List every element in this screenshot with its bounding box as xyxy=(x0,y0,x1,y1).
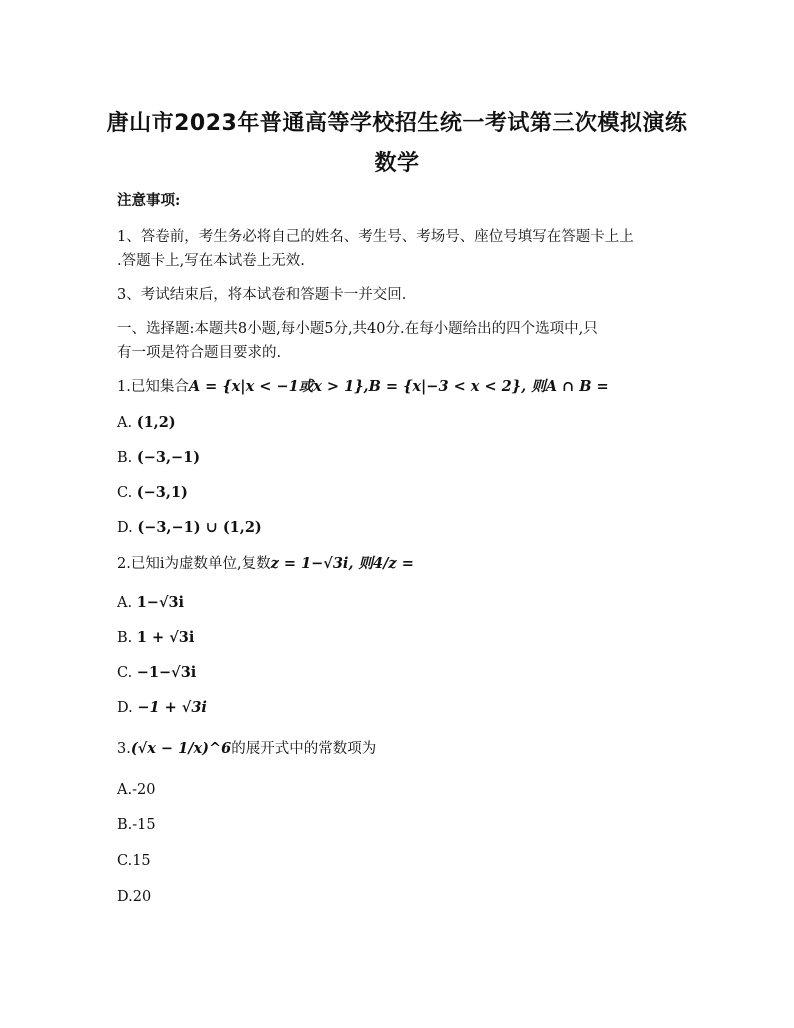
option-2b xyxy=(117,627,194,649)
option-value: 1 + √3i xyxy=(136,629,195,646)
option-2d xyxy=(117,697,207,719)
option-value: -15 xyxy=(132,817,156,833)
option-label: C. xyxy=(117,485,133,501)
option-value: 1−√3i xyxy=(136,594,185,611)
note-3: 3、考试结束后，将本试卷和答题卡一并交回. xyxy=(117,287,407,303)
option-1b xyxy=(117,447,200,469)
option-label: D. xyxy=(117,700,133,716)
option-value: (1,2) xyxy=(136,414,176,431)
section-1-line-1: 一、选择题:本题共8小题,每小题5分,共40分.在每小题给出的四个选项中,只 xyxy=(117,321,598,337)
option-value: -20 xyxy=(132,782,156,798)
question-number: 2. xyxy=(117,556,131,572)
note-1-line-1: 1、答卷前，考生务必将自己的姓名、考生号、考场号、座位号填写在答题卡上上 xyxy=(117,229,634,245)
option-label: B. xyxy=(117,817,133,833)
question-math: z = 1−√3i, 则4/z = xyxy=(270,555,414,572)
option-value: −1−√3i xyxy=(136,664,197,681)
option-3b xyxy=(117,814,156,836)
option-label: A. xyxy=(117,415,133,431)
option-value: 15 xyxy=(132,853,151,869)
question-2-stem xyxy=(117,553,414,575)
option-label: A. xyxy=(117,595,133,611)
question-text: 的展开式中的常数项为 xyxy=(231,741,377,757)
question-text: 已知i为虚数单位,复数 xyxy=(130,556,271,572)
note-1-line-2: .答题卡上,写在本试卷上无效. xyxy=(117,253,305,269)
option-3c xyxy=(117,850,151,872)
option-value: −1 + √3i xyxy=(137,699,207,716)
option-2c xyxy=(117,662,196,684)
question-math: (√x − 1/x)^6 xyxy=(130,740,232,757)
option-label: C. xyxy=(117,665,133,681)
question-number: 1. xyxy=(117,379,131,395)
option-value: (−3,1) xyxy=(136,484,188,501)
option-label: A. xyxy=(117,782,133,798)
option-3a xyxy=(117,779,155,801)
option-value: 20 xyxy=(132,889,152,905)
question-text: 已知集合 xyxy=(130,379,189,395)
question-1-stem xyxy=(117,376,609,398)
exam-title: 唐山市2023年普通高等学校招生统一考试第三次模拟演练 xyxy=(106,111,688,136)
option-value: (−3,−1) xyxy=(136,449,201,466)
option-1d xyxy=(117,517,262,539)
notes-heading: 注意事项: xyxy=(117,192,181,209)
option-1c xyxy=(117,482,188,504)
option-label: D. xyxy=(117,889,133,905)
option-value: (−3,−1) ∪ (1,2) xyxy=(137,519,262,536)
question-number: 3. xyxy=(117,741,131,757)
subject-title: 数学 xyxy=(374,151,420,176)
option-label: D. xyxy=(117,520,133,536)
option-3d xyxy=(117,886,151,908)
option-label: B. xyxy=(117,630,133,646)
question-3-stem xyxy=(117,738,376,760)
section-1-line-2: 有一项是符合题目要求的. xyxy=(117,345,282,361)
option-label: C. xyxy=(117,853,133,869)
option-2a xyxy=(117,592,184,614)
option-1a xyxy=(117,412,176,434)
question-math: A = {x|x < −1或x > 1},B = {x|−3 < x < 2}, 则A ∩ B = xyxy=(188,378,609,395)
option-label: B. xyxy=(117,450,133,466)
